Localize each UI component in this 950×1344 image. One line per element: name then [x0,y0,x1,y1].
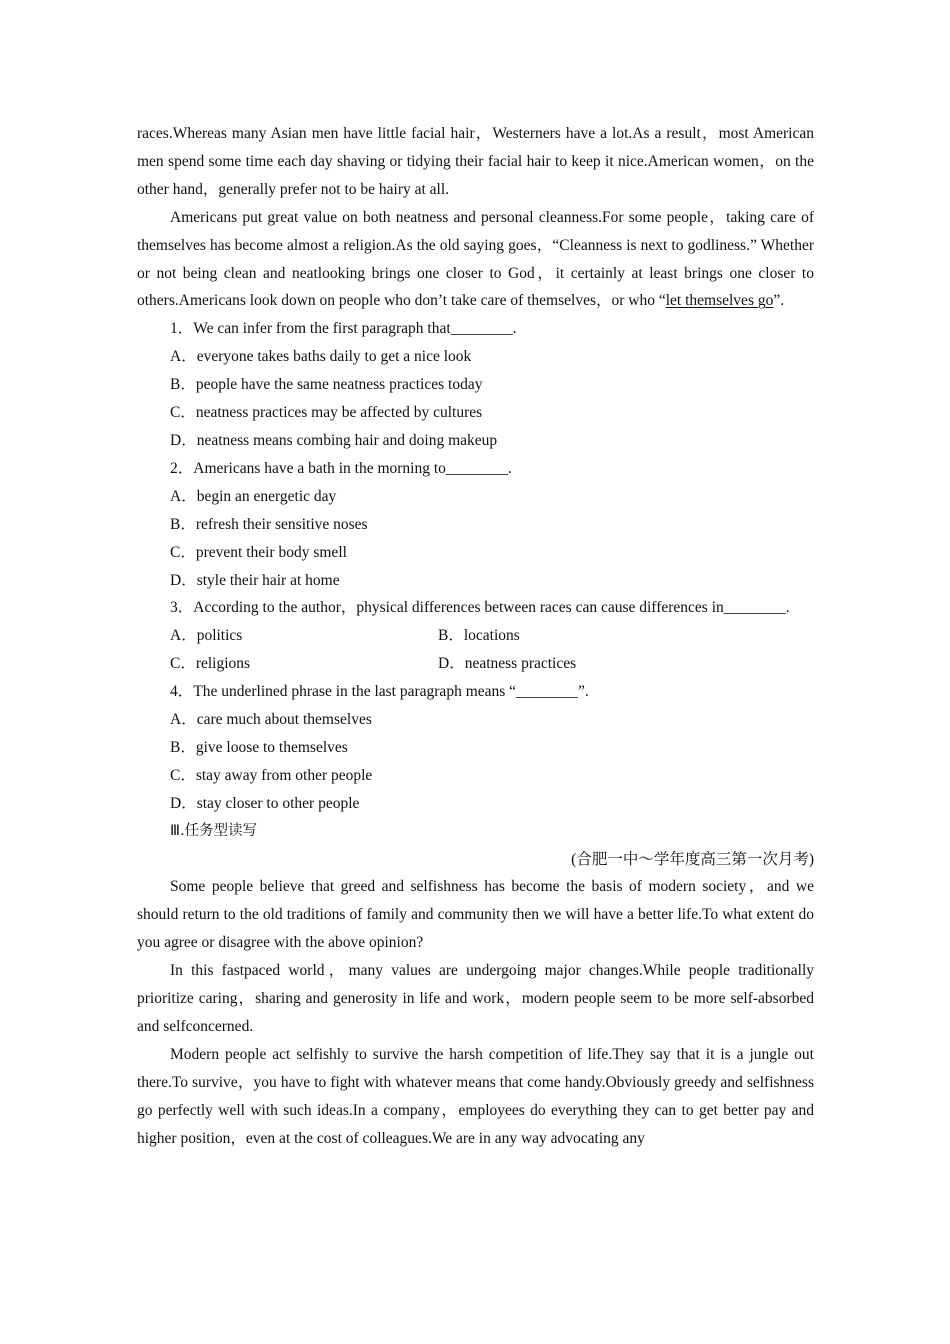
document-page [137,120,814,1153]
question-3-option-b: B．locations [438,627,520,645]
question-3-options-row-2 [137,650,814,678]
question-2-option-c: C．prevent their body smell [170,543,347,561]
question-2-option-a: A．begin an energetic day [170,487,337,505]
question-3-option-a: A．politics [170,627,243,645]
underlined-phrase: let themselves go [665,292,774,310]
passage-paragraph-2-end: ”. [773,292,785,310]
question-1-option-a: A．everyone takes baths daily to get a nice look [170,348,472,366]
question-2-option-b: B．refresh their sensitive noses [170,515,368,533]
passage-paragraph-2-text: Americans put great value on both neatness and personal cleanness.For some people，taking care of themselves has become almost a religion.As the old saying goes，“Cleanness is next to godliness.” Whether or not being clean and neatlooking brings one closer to God，it certainly at least brings one closer to others.Americans look down on people who don’t take care of themselves，or who “ [137,208,814,310]
question-3-option-d: D．neatness practices [438,655,577,673]
passage-paragraph-2 [137,204,814,316]
question-2-stem: 2．Americans have a bath in the morning to________. [170,459,512,477]
section-3-source: (合肥一中～学年度高三第一次月考) [571,850,814,868]
question-1-option-d: D．neatness means combing hair and doing makeup [170,431,498,449]
question-1-option-b: B．people have the same neatness practices today [170,376,483,394]
question-2-option-d: D．style their hair at home [170,571,340,589]
question-4-option-b: B．give loose to themselves [170,738,348,756]
question-3-options-row-1 [137,622,814,650]
question-1-option-c: C．neatness practices may be affected by cultures [170,404,483,422]
question-4-option-c: C．stay away from other people [170,766,373,784]
question-3-option-c: C．religions [170,655,251,673]
section-3-paragraph-3: Modern people act selfishly to survive the harsh competition of life.They say that it is a jungle out there.To survive，you have to fight with whatever means that come handy.Obviously greedy and selfishness go perfectly well with such ideas.In a company，employees do everything they can to get better pay and higher position，even at the cost of colleagues.We are in any way advocating any [137,1045,814,1147]
question-4-stem: 4．The underlined phrase in the last paragraph means “________”. [170,683,589,701]
section-3-paragraph-1: Some people believe that greed and selfishness has become the basis of modern society，and we should return to the old traditions of family and community then we will have a better life.To what extent do you agree or disagree with the above opinion? [137,878,814,952]
question-1-stem: 1．We can infer from the first paragraph that________. [170,320,517,338]
question-4-option-d: D．stay closer to other people [170,794,360,812]
section-3-paragraph-2: In this fastpaced world，many values are undergoing major changes.While people traditionally prioritize caring，sharing and generosity in life and work，modern people seem to be more self-absorbed and selfconcerned. [137,962,814,1035]
question-3-stem: 3．According to the author，physical differences between races can cause differences in________. [170,599,790,617]
section-3-heading: Ⅲ.任务型读写 [170,822,258,839]
passage-paragraph-1: races.Whereas many Asian men have little facial hair，Westerners have a lot.As a result，most American men spend some time each day shaving or tidying their facial hair to keep it nice.American women，on the other hand，generally prefer not to be hairy at all. [137,125,814,198]
question-4-option-a: A．care much about themselves [170,711,372,729]
